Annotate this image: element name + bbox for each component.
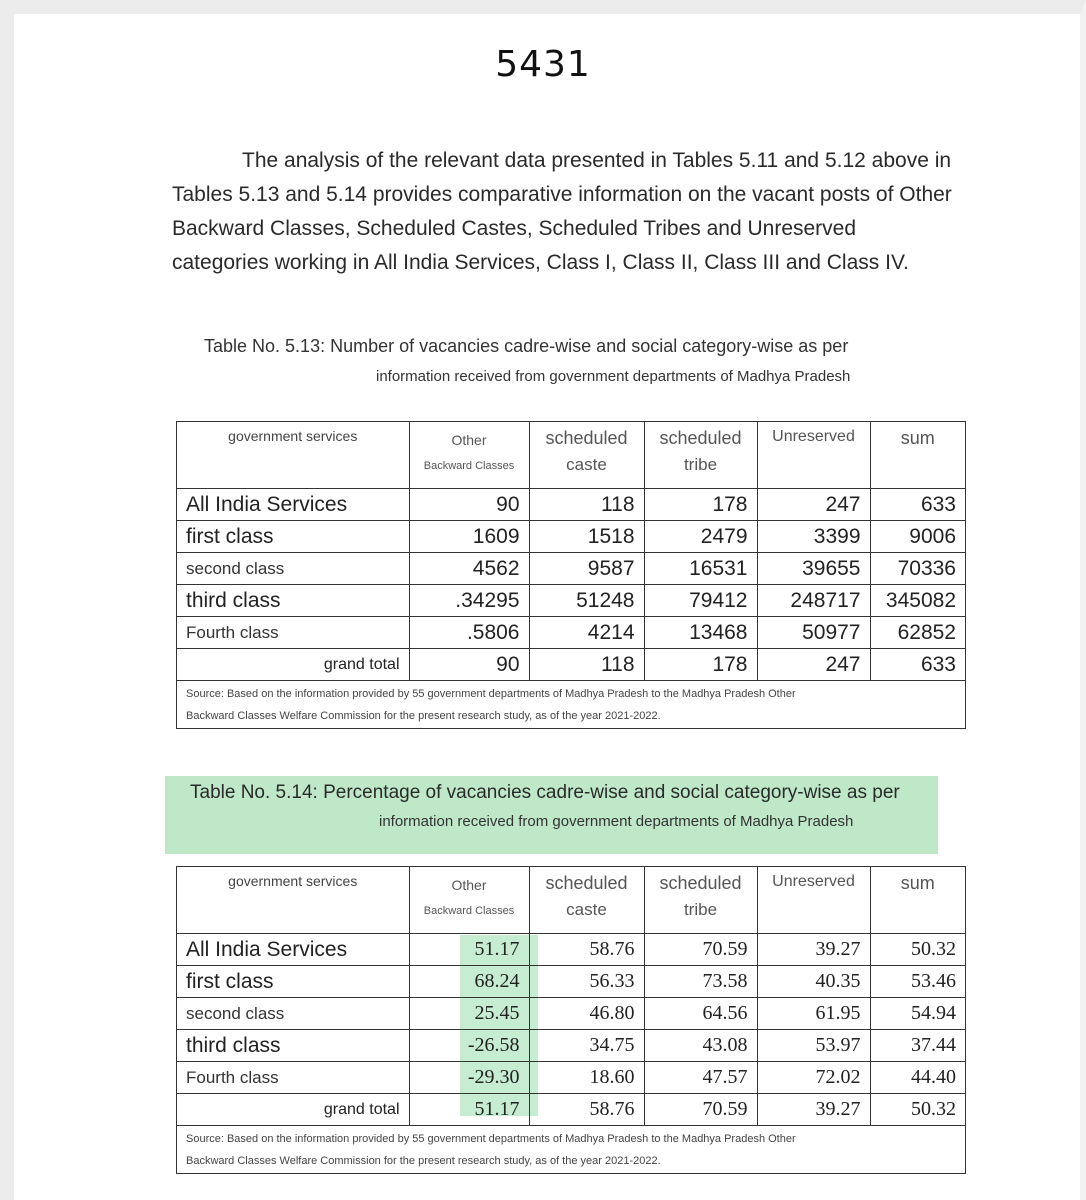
cell-obc: -29.30 — [409, 1062, 529, 1094]
page-number: 5431 — [495, 44, 591, 85]
cell-sc: 51248 — [529, 585, 644, 617]
table-header-row — [177, 867, 965, 934]
row-label: grand total — [177, 649, 409, 681]
header-obc: Other Backward Classes — [409, 867, 529, 934]
table-row — [177, 1062, 965, 1094]
cell-obc: 4562 — [409, 553, 529, 585]
table-header-row — [177, 422, 965, 489]
cell-obc: .34295 — [409, 585, 529, 617]
cell-st: 13468 — [644, 617, 757, 649]
source-line-1: Source: Based on the information provided by 55 government departments of Madhya Pradesh to the Madhya Pradesh Other — [186, 688, 796, 700]
header-obc: Other Backward Classes — [409, 422, 529, 489]
cell-sum: 345082 — [870, 585, 965, 617]
cell-st: 64.56 — [644, 998, 757, 1030]
cell-sc: 118 — [529, 649, 644, 681]
row-label: Fourth class — [177, 617, 409, 649]
cell-sum: 53.46 — [870, 966, 965, 998]
cell-st: 178 — [644, 489, 757, 521]
cell-obc: 90 — [409, 649, 529, 681]
table-row — [177, 998, 965, 1030]
header-scheduled-tribe: scheduled tribe — [644, 422, 757, 489]
table-row — [177, 553, 965, 585]
cell-sc: 9587 — [529, 553, 644, 585]
table-row — [177, 617, 965, 649]
cell-sum: 9006 — [870, 521, 965, 553]
table-row — [177, 1030, 965, 1062]
cell-unreserved: 248717 — [757, 585, 870, 617]
cell-sc: 118 — [529, 489, 644, 521]
cell-sc: 58.76 — [529, 1094, 644, 1126]
header-unreserved: Unreserved — [757, 422, 870, 489]
table-row — [177, 934, 965, 966]
table-14 — [176, 866, 966, 1174]
row-label: third class — [177, 585, 409, 617]
table-row-grand-total — [177, 649, 965, 681]
cell-sc: 18.60 — [529, 1062, 644, 1094]
cell-st: 70.59 — [644, 1094, 757, 1126]
cell-unreserved: 39655 — [757, 553, 870, 585]
cell-obc: 51.17 — [409, 1094, 529, 1126]
cell-obc: 68.24 — [409, 966, 529, 998]
table-14-caption-sub: information received from government departments of Madhya Pradesh — [379, 813, 854, 830]
row-label: second class — [177, 998, 409, 1030]
intro-paragraph — [172, 144, 952, 280]
cell-sum: 633 — [870, 649, 965, 681]
source-line-1: Source: Based on the information provided by 55 government departments of Madhya Pradesh to the Madhya Pradesh Other — [186, 1133, 796, 1145]
cell-unreserved: 39.27 — [757, 1094, 870, 1126]
row-label: grand total — [177, 1094, 409, 1126]
row-label: first class — [177, 521, 409, 553]
cell-st: 43.08 — [644, 1030, 757, 1062]
table-14-caption: Table No. 5.14: Percentage of vacancies cadre-wise and social category-wise as per — [190, 782, 900, 803]
header-sum: sum — [870, 867, 965, 934]
table-row — [177, 521, 965, 553]
intro-text: The analysis of the relevant data presented in Tables 5.11 and 5.12 above in Tables 5.13 and 5.14 provides comparative information on the vacant posts of Other Backward Classes, Scheduled Castes, Scheduled Tribes and Unreserved categories working in All India Services, Class I, Class II, Class III and Class IV. — [172, 149, 952, 274]
cell-st: 79412 — [644, 585, 757, 617]
cell-sum: 44.40 — [870, 1062, 965, 1094]
table-row — [177, 585, 965, 617]
cell-st: 2479 — [644, 521, 757, 553]
header-government-services: government services — [177, 867, 409, 934]
cell-sum: 50.32 — [870, 934, 965, 966]
header-scheduled-caste: scheduled caste — [529, 867, 644, 934]
cell-sc: 34.75 — [529, 1030, 644, 1062]
source-line-2: Backward Classes Welfare Commission for the present research study, as of the year 2021-2022. — [186, 1155, 661, 1167]
cell-unreserved: 40.35 — [757, 966, 870, 998]
header-sum: sum — [870, 422, 965, 489]
row-label: third class — [177, 1030, 409, 1062]
row-label: Fourth class — [177, 1062, 409, 1094]
cell-obc: 90 — [409, 489, 529, 521]
cell-unreserved: 3399 — [757, 521, 870, 553]
cell-sum: 70336 — [870, 553, 965, 585]
cell-obc: 25.45 — [409, 998, 529, 1030]
row-label: All India Services — [177, 934, 409, 966]
cell-obc: 1609 — [409, 521, 529, 553]
cell-st: 73.58 — [644, 966, 757, 998]
table-row — [177, 966, 965, 998]
table-13 — [176, 421, 966, 729]
header-government-services: government services — [177, 422, 409, 489]
cell-unreserved: 247 — [757, 489, 870, 521]
table-13-caption: Table No. 5.13: Number of vacancies cadre-wise and social category-wise as per — [204, 336, 849, 356]
cell-sum: 62852 — [870, 617, 965, 649]
cell-unreserved: 247 — [757, 649, 870, 681]
table-13-caption-sub: information received from government departments of Madhya Pradesh — [376, 368, 851, 385]
cell-sc: 46.80 — [529, 998, 644, 1030]
cell-sc: 4214 — [529, 617, 644, 649]
row-label: first class — [177, 966, 409, 998]
cell-unreserved: 39.27 — [757, 934, 870, 966]
header-unreserved: Unreserved — [757, 867, 870, 934]
cell-st: 47.57 — [644, 1062, 757, 1094]
header-scheduled-tribe: scheduled tribe — [644, 867, 757, 934]
cell-sum: 633 — [870, 489, 965, 521]
source-line-2: Backward Classes Welfare Commission for the present research study, as of the year 2021-2022. — [186, 710, 661, 722]
cell-sum: 50.32 — [870, 1094, 965, 1126]
header-scheduled-caste: scheduled caste — [529, 422, 644, 489]
table-row-grand-total — [177, 1094, 965, 1126]
table-13-source — [177, 681, 965, 727]
cell-obc: 51.17 — [409, 934, 529, 966]
cell-st: 70.59 — [644, 934, 757, 966]
cell-st: 16531 — [644, 553, 757, 585]
cell-unreserved: 50977 — [757, 617, 870, 649]
cell-sc: 1518 — [529, 521, 644, 553]
cell-sum: 54.94 — [870, 998, 965, 1030]
cell-st: 178 — [644, 649, 757, 681]
table-row — [177, 489, 965, 521]
cell-unreserved: 61.95 — [757, 998, 870, 1030]
cell-unreserved: 72.02 — [757, 1062, 870, 1094]
cell-sc: 58.76 — [529, 934, 644, 966]
cell-obc: -26.58 — [409, 1030, 529, 1062]
cell-sum: 37.44 — [870, 1030, 965, 1062]
cell-unreserved: 53.97 — [757, 1030, 870, 1062]
row-label: second class — [177, 553, 409, 585]
row-label: All India Services — [177, 489, 409, 521]
table-14-source — [177, 1126, 965, 1172]
cell-sc: 56.33 — [529, 966, 644, 998]
cell-obc: .5806 — [409, 617, 529, 649]
